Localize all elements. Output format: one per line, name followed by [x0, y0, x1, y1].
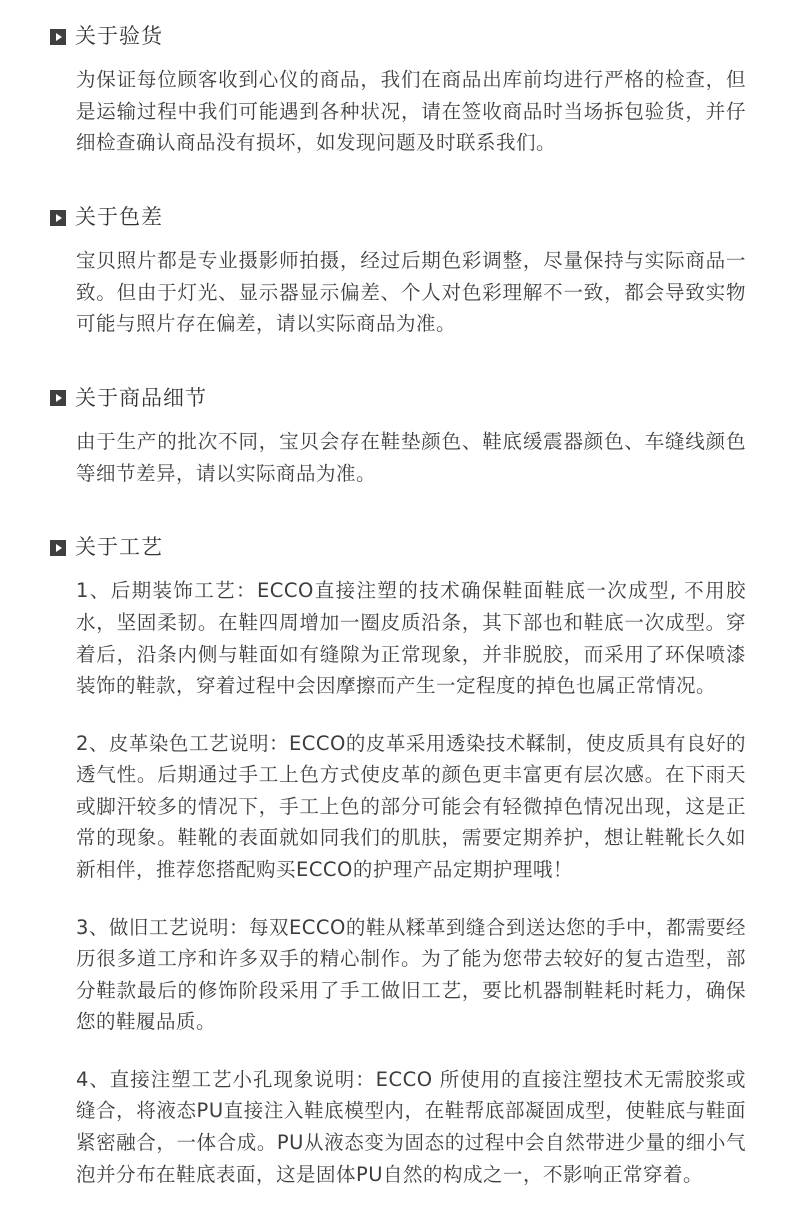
paragraph-distressing-process: 3、做旧工艺说明：每双ECCO的鞋从糅革到缝合到送达您的手中，都需要经历很多道工序和许多双手的精心制作。为了能为您带去较好的复古造型，部分鞋款最后的修饰阶段采用了手工做旧工艺，要比机器制鞋耗时耗力，确保您的鞋履品质。: [76, 915, 746, 1034]
section-color-difference: [50, 205, 746, 340]
section-title: 关于商品细节: [75, 385, 207, 410]
paragraph-direct-injection: 4、直接注塑工艺小孔现象说明：ECCO 所使用的直接注塑技术无需胶浆或缝合，将液态PU直接注入鞋底模型内，在鞋帮底部凝固成型，使鞋底与鞋面紧密融合，一体合成。PU从液态变为固态的过程中会自然带进少量的细小气泡并分布在鞋底表面，这是固体PU自然的构成之一，不影响正常穿着。: [76, 1067, 746, 1186]
section-body: [76, 426, 746, 489]
section-craftsmanship: [50, 535, 746, 1190]
section-body: [76, 64, 746, 159]
arrow-square-icon: [50, 29, 66, 45]
section-header: [50, 535, 746, 560]
paragraph-leather-dyeing: 2、皮革染色工艺说明：ECCO的皮革采用透染技术鞣制，使皮质具有良好的透气性。后期通过手工上色方式使皮革的颜色更丰富更有层次感。在下雨天或脚汗较多的情况下，手工上色的部分可能会有轻微掉色情况出现，这是正常的现象。鞋靴的表面就如同我们的肌肤，需要定期养护，想让鞋靴长久如新相伴，推荐您搭配购买ECCO的护理产品定期护理哦！: [76, 731, 746, 881]
section-product-details: [50, 386, 746, 489]
paragraph-finishing-process: 1、后期装饰工艺：ECCO直接注塑的技术确保鞋面鞋底一次成型, 不用胶水，坚固柔韧。在鞋四周增加一圈皮质沿条，其下部也和鞋底一次成型。穿着后，沿条内侧与鞋面如有缝隙为正常现象，并非脱胶，而采用了环保喷漆装饰的鞋款，穿着过程中会因摩擦而产生一定程度的掉色也属正常情况。: [76, 579, 746, 698]
paragraph: 为保证每位顾客收到心仪的商品，我们在商品出库前均进行严格的检查，但是运输过程中我们可能遇到各种状况，请在签收商品时当场拆包验货，并仔细检查确认商品没有损坏，如发现问题及时联系我们。: [76, 68, 746, 155]
section-header: [50, 24, 746, 49]
paragraph: 由于生产的批次不同，宝贝会存在鞋垫颜色、鞋底缓震器颜色、车缝线颜色等细节差异，请以实际商品为准。: [76, 430, 746, 485]
section-title: 关于工艺: [75, 535, 163, 560]
section-body: [76, 575, 746, 1190]
arrow-square-icon: [50, 210, 66, 226]
section-title: 关于色差: [75, 204, 163, 229]
section-title: 关于验货: [75, 24, 163, 48]
section-header: [50, 386, 746, 411]
paragraph: 宝贝照片都是专业摄影师拍摄，经过后期色彩调整，尽量保持与实际商品一致。但由于灯光、显示器显示偏差、个人对色彩理解不一致，都会导致实物可能与照片存在偏差，请以实际商品为准。: [76, 249, 746, 336]
section-body: [76, 245, 746, 340]
section-header: [50, 205, 746, 230]
arrow-square-icon: [50, 390, 66, 406]
arrow-square-icon: [50, 540, 66, 556]
section-inspection: [50, 24, 746, 159]
